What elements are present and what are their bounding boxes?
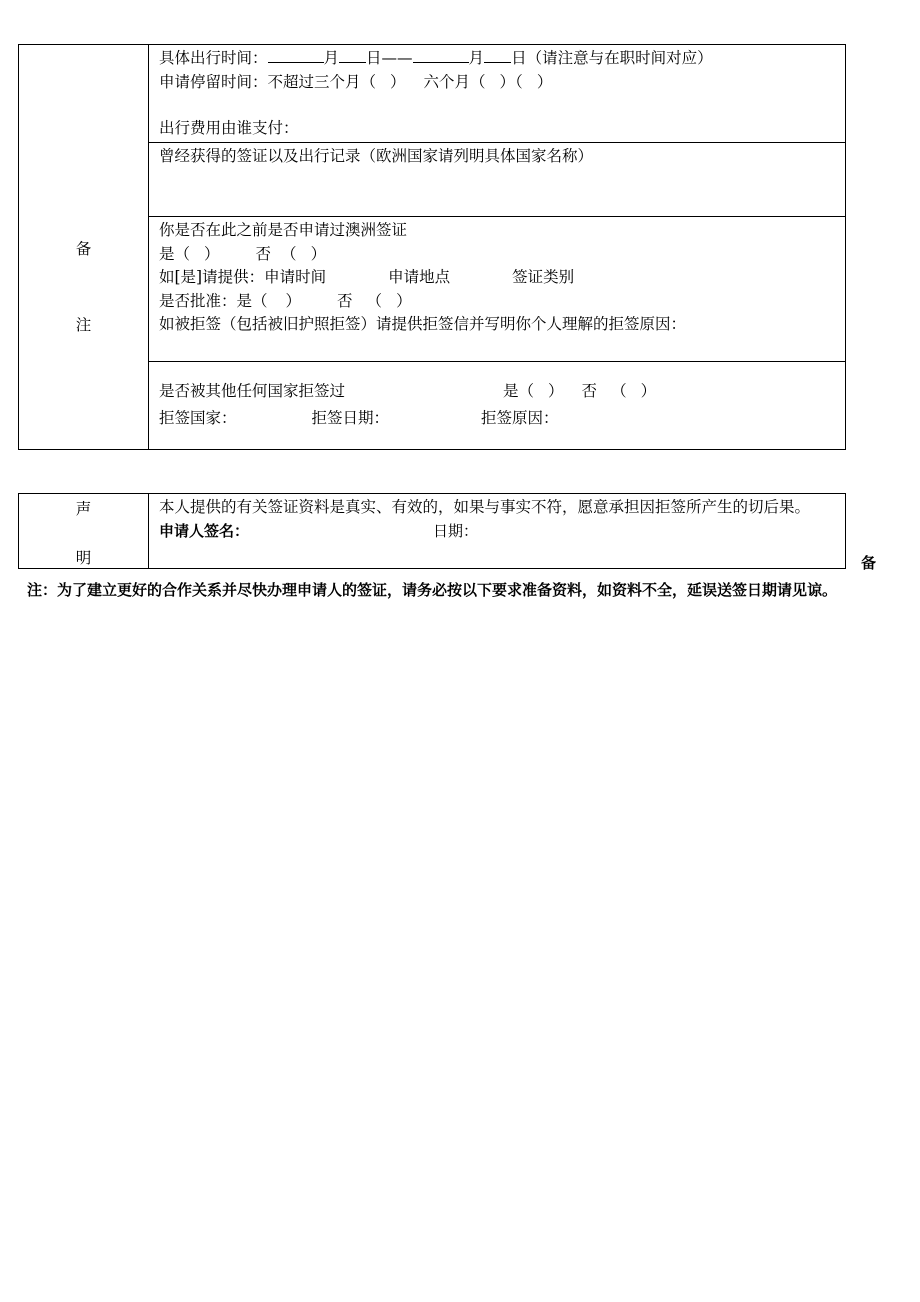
history-line: 曾经获得的签证以及出行记录（欧洲国家请列明具体国家名称） xyxy=(159,147,594,165)
aus-approved-line: 是否批准：是（ ） 否 （ ） xyxy=(159,291,412,310)
travel-start-day-field[interactable] xyxy=(339,47,366,63)
declaration-label-cell xyxy=(19,494,149,569)
travel-time-line: 具体出行时间： 月 日—— 月 日（请注意与在职时间对应） xyxy=(159,49,713,67)
aus-if-yes-line: 如[是]请提供：申请时间 申请地点 签证类别 xyxy=(159,268,575,286)
aus-refusal-line: 如被拒签（包括被旧护照拒签）请提供拒签信并写明你个人理解的拒签原因： xyxy=(159,315,687,333)
remarks-label-top: 备 xyxy=(75,240,92,258)
signature-line: 申请人签名： 日期： xyxy=(159,521,479,540)
other-refusal-details-line: 拒签国家： 拒签日期： 拒签原因： xyxy=(159,408,559,427)
stay-duration-line: 申请停留时间：不超过三个月（ ） 六个月（ ）（ ） xyxy=(159,72,553,91)
declaration-table xyxy=(18,493,846,569)
remarks-label-cell xyxy=(19,45,149,450)
travel-start-month-field[interactable] xyxy=(268,47,324,63)
declaration-text: 本人提供的有关签证资料是真实、有效的，如果与事实不符，愿意承担因拒签所产生的切后果。 xyxy=(159,498,811,516)
declaration-content-cell xyxy=(149,494,846,569)
other-refusal-cell xyxy=(149,362,846,450)
history-cell xyxy=(149,143,846,217)
travel-info-cell xyxy=(149,45,846,143)
aus-yes-no-line: 是（ ） 否 （ ） xyxy=(159,244,327,263)
aus-question: 你是否在此之前是否申请过澳洲签证 xyxy=(159,221,408,239)
declaration-label-top: 声 xyxy=(75,500,92,518)
travel-end-month-field[interactable] xyxy=(413,47,469,63)
other-refusal-question-line: 是否被其他任何国家拒签过 是（ ） 否 （ ） xyxy=(159,382,657,400)
remarks-table xyxy=(18,44,846,450)
payer-line: 出行费用由谁支付： xyxy=(159,119,299,137)
travel-end-day-field[interactable] xyxy=(484,47,511,63)
declaration-label-bottom: 明 xyxy=(75,549,92,567)
australia-visa-cell xyxy=(149,217,846,362)
remarks-label-bottom: 注 xyxy=(75,316,92,334)
note-tail: 备 xyxy=(861,554,877,572)
note-text: 注：为了建立更好的合作关系并尽快办理申请人的签证，请务必按以下要求准备资料，如资料不全，延误送签日期请见谅。 xyxy=(27,581,838,599)
